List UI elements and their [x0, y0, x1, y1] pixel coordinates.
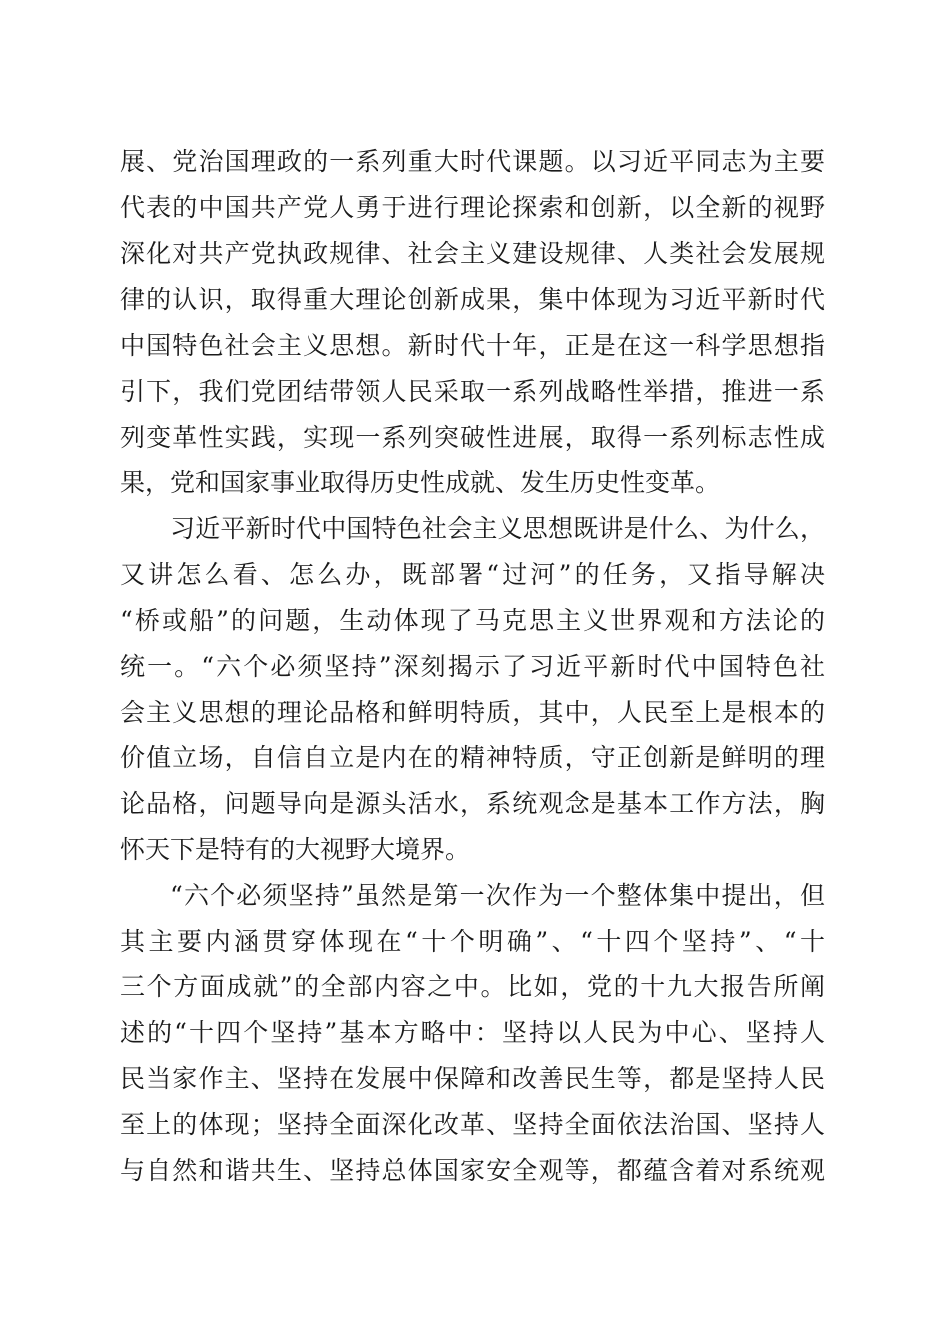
- paragraph-line: 其主要内涵贯穿体现在“十个明确”、“十四个坚持”、“十: [120, 927, 825, 956]
- paragraph-line: 深化对共产党执政规律、社会主义建设规律、人类社会发展规: [120, 239, 825, 268]
- paragraph-line: 引下，我们党团结带领人民采取一系列战略性举措，推进一系: [120, 377, 825, 406]
- paragraph-line: 价值立场，自信自立是内在的精神特质，守正创新是鲜明的理: [120, 743, 825, 772]
- paragraph-line: 会主义思想的理论品格和鲜明特质，其中，人民至上是根本的: [120, 698, 825, 727]
- paragraph-line: “六个必须坚持”虽然是第一次作为一个整体集中提出，但: [170, 881, 825, 910]
- paragraph-line: 中国特色社会主义思想。新时代十年，正是在这一科学思想指: [120, 331, 825, 360]
- paragraph-line: 代表的中国共产党人勇于进行理论探索和创新，以全新的视野: [120, 193, 825, 222]
- paragraph-line: “桥或船”的问题，生动体现了马克思主义世界观和方法论的: [120, 606, 825, 635]
- paragraph-line: 至上的体现；坚持全面深化改革、坚持全面依法治国、坚持人: [120, 1110, 825, 1139]
- paragraph-line: 怀天下是特有的大视野大境界。: [120, 835, 471, 864]
- paragraph-line: 习近平新时代中国特色社会主义思想既讲是什么、为什么，: [170, 514, 825, 543]
- paragraph-line: 三个方面成就”的全部内容之中。比如，党的十九大报告所阐: [120, 972, 825, 1001]
- paragraph-line: 律的认识，取得重大理论创新成果，集中体现为习近平新时代: [120, 285, 825, 314]
- paragraph-line: 论品格，问题导向是源头活水，系统观念是基本工作方法，胸: [120, 789, 825, 818]
- paragraph-line: 列变革性实践，实现一系列突破性进展，取得一系列标志性成: [120, 423, 825, 452]
- paragraph-line: 又讲怎么看、怎么办，既部署“过河”的任务，又指导解决: [120, 560, 825, 589]
- paragraph-line: 述的“十四个坚持”基本方略中：坚持以人民为中心、坚持人: [120, 1018, 825, 1047]
- paragraph-line: 民当家作主、坚持在发展中保障和改善民生等，都是坚持人民: [120, 1064, 825, 1093]
- paragraph-line: 与自然和谐共生、坚持总体国家安全观等，都蕴含着对系统观: [120, 1156, 825, 1185]
- paragraph-line: 果，党和国家事业取得历史性成就、发生历史性变革。: [120, 468, 721, 497]
- paragraph-line: 统一。“六个必须坚持”深刻揭示了习近平新时代中国特色社: [120, 652, 825, 681]
- paragraph-line: 展、党治国理政的一系列重大时代课题。以习近平同志为主要: [120, 147, 825, 176]
